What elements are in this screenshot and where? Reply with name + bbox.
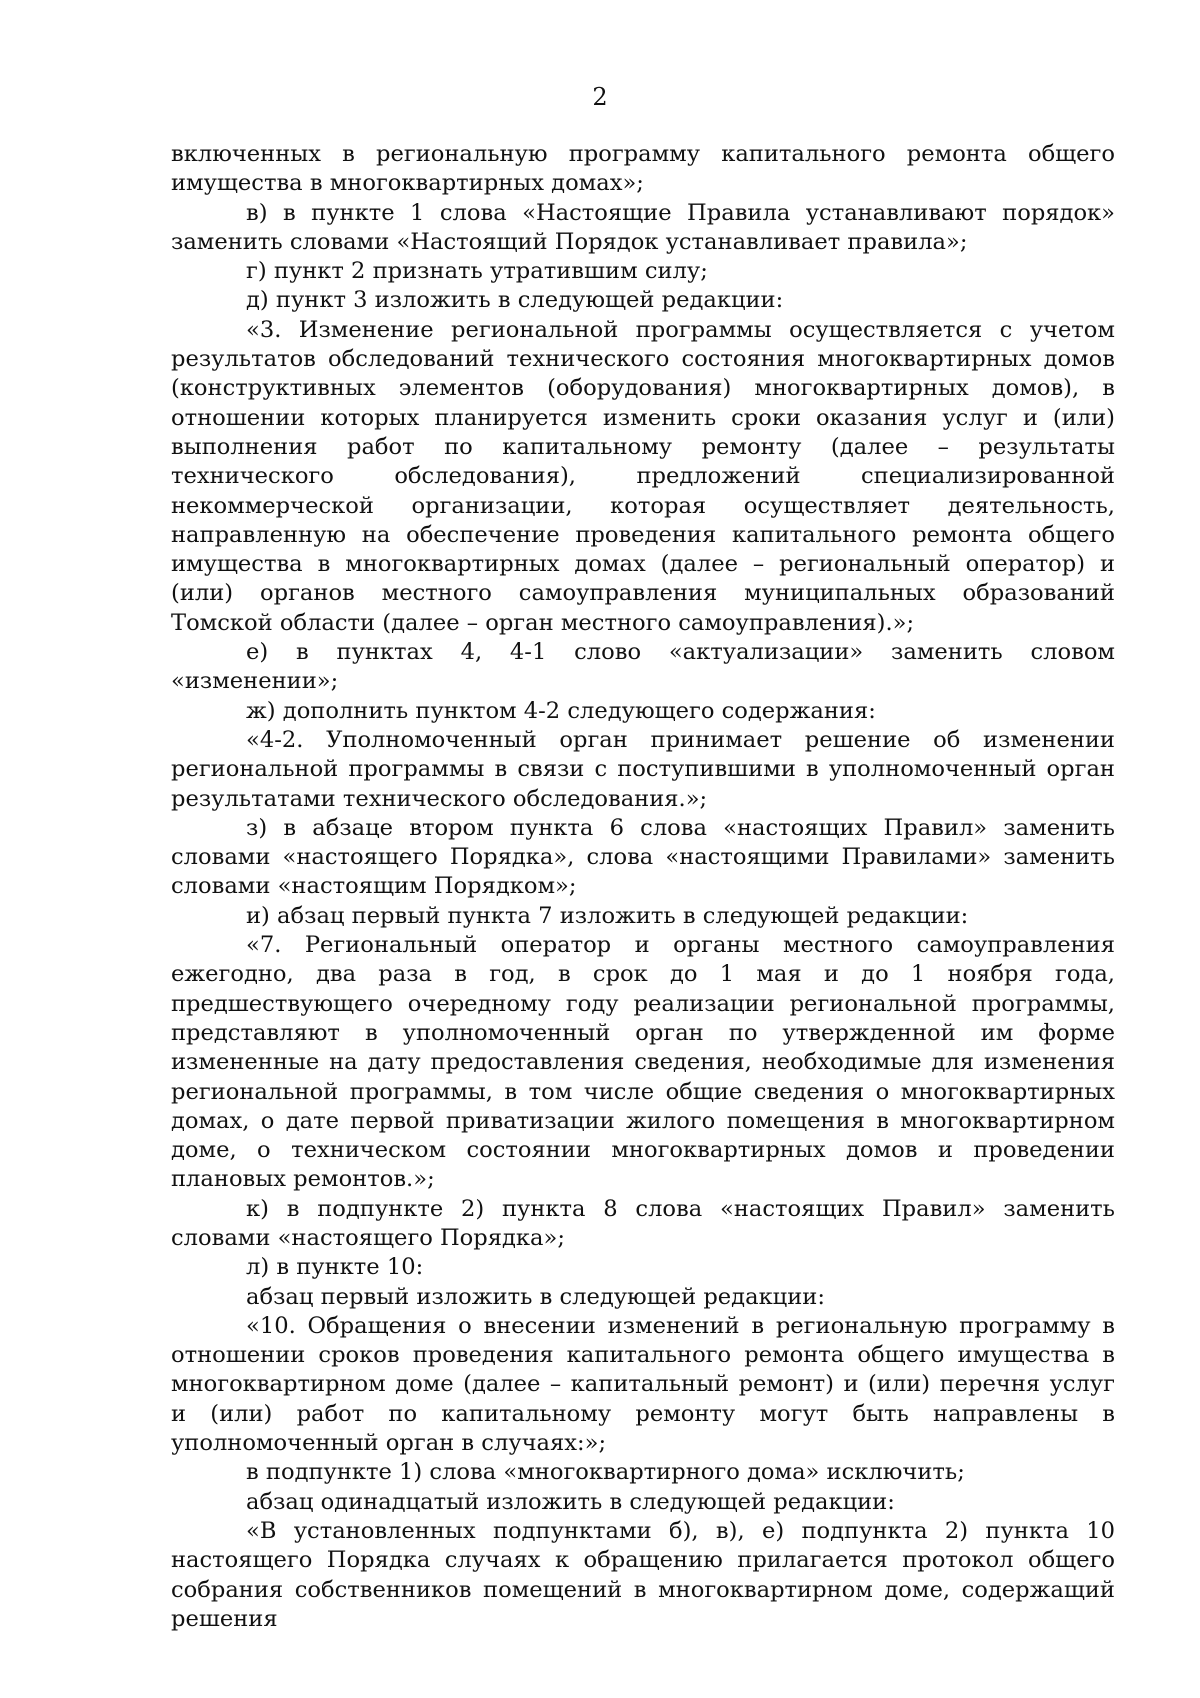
paragraph: д) пункт 3 изложить в следующей редакции: (246, 287, 784, 314)
paragraph: л) в пункте 10: (246, 1254, 424, 1281)
paragraph: г) пункт 2 признать утратившим силу; (246, 258, 708, 285)
paragraph: «В установленных подпунктами б), в), е) подпункта 2) пункта 10 настоящего Порядка случаях к обращению прилагается протокол общего собрания собственников помещений в многоквартирном доме, содержащий решения (171, 1517, 1115, 1632)
paragraph: абзац первый изложить в следующей редакции: (246, 1283, 825, 1310)
paragraph: и) абзац первый пункта 7 изложить в следующей редакции: (246, 902, 969, 929)
paragraph: абзац одинадцатый изложить в следующей редакции: (246, 1488, 895, 1515)
paragraph: «10. Обращения о внесении изменений в региональную программу в отношении сроков проведения капитального ремонта общего имущества в многоквартирном доме (далее – капитальный ремонт) и (или) перечня услуг и (или) работ по капитальному ремонту могут быть направлены в уполномоченный орган в случаях:»; (171, 1312, 1115, 1457)
paragraph: з) в абзаце втором пункта 6 слова «настоящих Правил» заменить словами «настоящего Порядка», слова «настоящими Правилами» заменить словами «настоящим Порядком»; (171, 814, 1115, 900)
paragraph: «4-2. Уполномоченный орган принимает решение об изменении региональной программы в связи с поступившими в уполномоченный орган результатами технического обследования.»; (171, 726, 1115, 812)
paragraph: в подпункте 1) слова «многоквартирного дома» исключить; (246, 1459, 965, 1486)
paragraph: «7. Региональный оператор и органы местного самоуправления ежегодно, два раза в год, в срок до 1 мая и до 1 ноября года, предшествующего очередному году реализации региональной программы, представляют в уполномоченный орган по утвержденной им форме измененные на дату предоставления сведения, необходимые для изменения региональной программы, в том числе общие сведения о многоквартирных домах, о дате первой приватизации жилого помещения в многоквартирном доме, о техническом состоянии многоквартирных домов и проведении плановых ремонтов.»; (171, 932, 1115, 1193)
paragraph: включенных в региональную программу капитального ремонта общего имущества в многоквартирных домах»; (171, 141, 1115, 197)
paragraph: к) в подпункте 2) пункта 8 слова «настоящих Правил» заменить словами «настоящего Порядка»; (171, 1195, 1115, 1251)
document-body (171, 140, 1115, 1634)
page-number: 2 (592, 83, 608, 111)
paragraph: «3. Изменение региональной программы осуществляется с учетом результатов обследований технического состояния многоквартирных домов (конструктивных элементов (оборудования) многоквартирных домов), в отношении которых планируется изменить сроки оказания услуг и (или) выполнения работ по капитальному ремонту (далее – результаты технического обследования), предложений специализированной некоммерческой организации, которая осуществляет деятельность, направленную на обеспечение проведения капитального ремонта общего имущества в многоквартирных домах (далее – региональный оператор) и (или) органов местного самоуправления муниципальных образований Томской области (далее – орган местного самоуправления).»; (171, 316, 1115, 636)
paragraph: ж) дополнить пунктом 4-2 следующего содержания: (246, 697, 876, 724)
paragraph: в) в пункте 1 слова «Настоящие Правила устанавливают порядок» заменить словами «Настоящий Порядок устанавливает правила»; (171, 199, 1115, 255)
paragraph: е) в пунктах 4, 4-1 слово «актуализации» заменить словом «изменении»; (171, 639, 1115, 695)
